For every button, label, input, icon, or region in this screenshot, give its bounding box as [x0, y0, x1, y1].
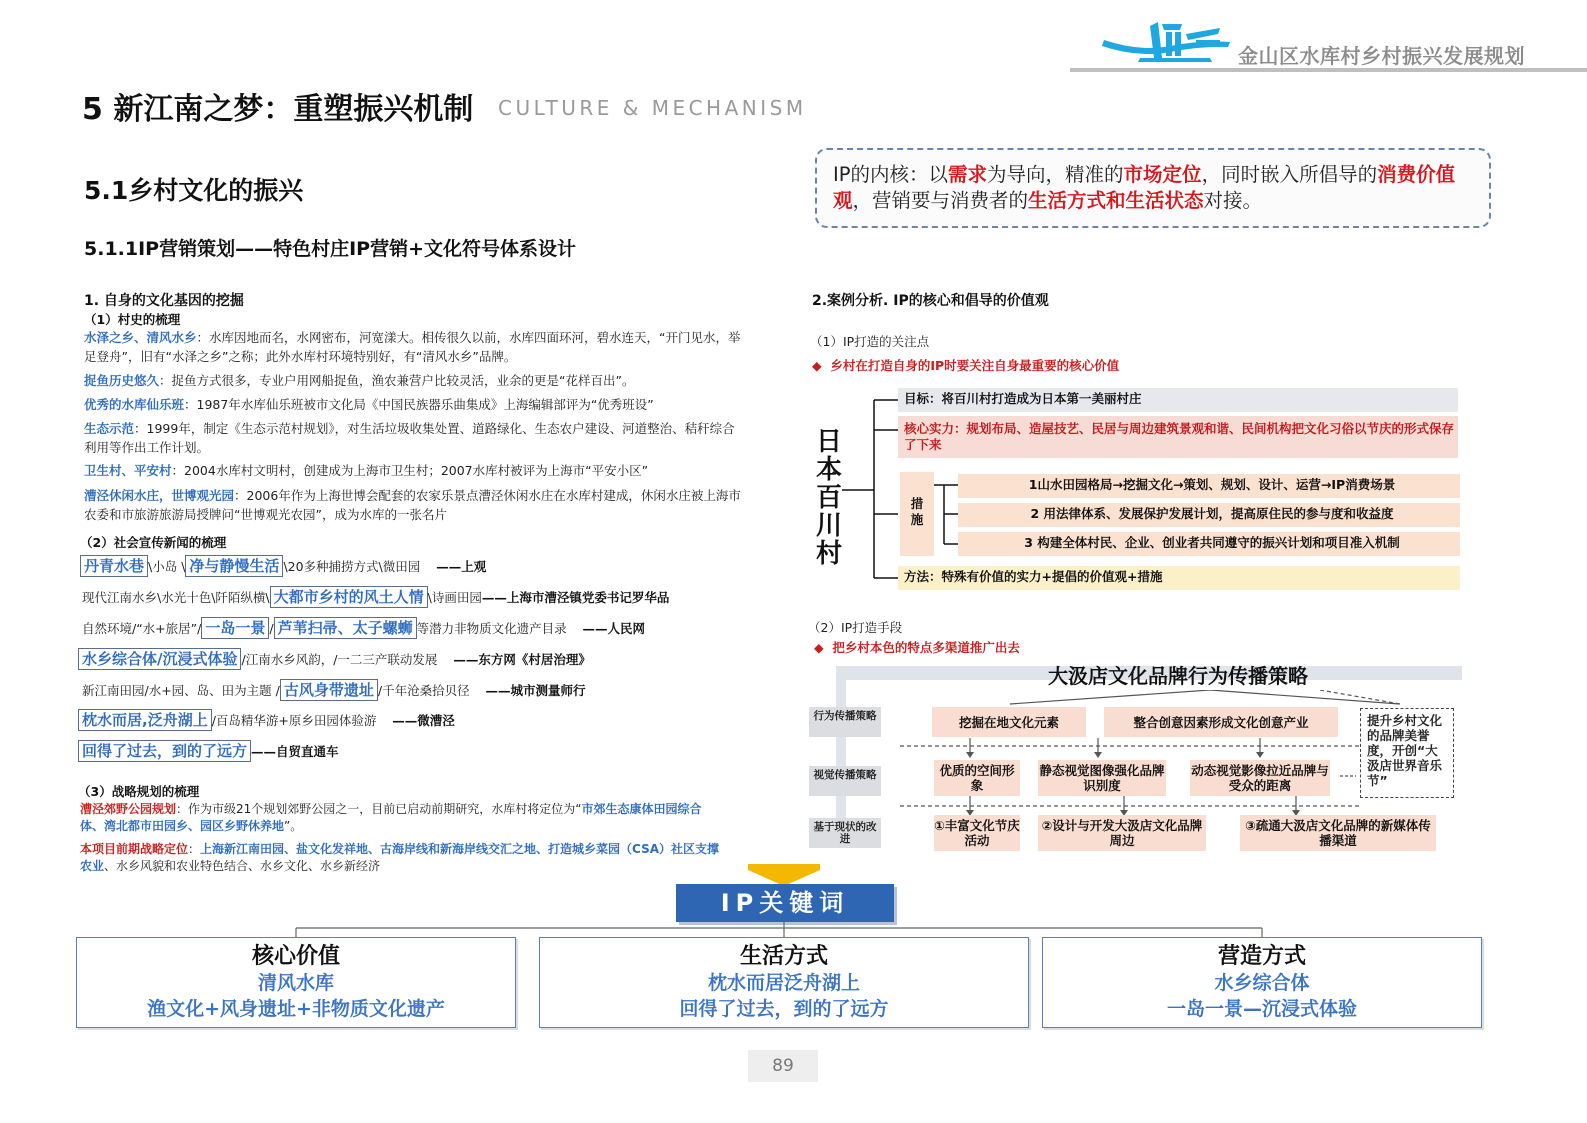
- news-keyword: 大都市乡村的风土人情: [270, 586, 428, 608]
- strategy-title: 大汲店文化品牌行为传播策略: [1048, 664, 1308, 688]
- case-analysis-heading: 2.案例分析. IP的核心和倡导的价值观: [812, 293, 1049, 309]
- keyword-connectors: [290, 922, 1280, 938]
- news-source: ——东方网《村居治理》: [453, 652, 591, 667]
- down-arrow-icon: [748, 862, 820, 886]
- keyword-card-lifestyle: [539, 937, 1029, 1028]
- ip-core-key: 生活方式和生活状态: [1028, 189, 1204, 212]
- history-key: 捉鱼历史悠久: [84, 373, 160, 388]
- strategy-highlight: 市郊生态康体田园综合体、湾北都市田园乡、园区乡野休养地: [80, 802, 702, 833]
- news-source: ——微漕泾: [392, 713, 455, 728]
- page-subtitle: CULTURE & MECHANISM: [498, 96, 807, 120]
- strategy-box: 整合创意因素形成文化创意产业: [1104, 707, 1338, 737]
- history-item: [84, 395, 744, 414]
- history-key: 卫生村、平安村: [84, 463, 172, 478]
- measure-item: 1山水田园格局→挖掘文化→策划、规划、设计、运营→IP消费场景: [958, 474, 1460, 498]
- focus-note: [812, 356, 1119, 374]
- news-row: [78, 709, 455, 733]
- keyword-card-line: 清风水库: [257, 972, 334, 994]
- ip-core-text: 为导向，精准的: [987, 163, 1124, 186]
- strategy-box: 挖掘在地文化元素: [932, 707, 1086, 737]
- news-keyword: 净与静慢生活: [185, 555, 283, 577]
- logo-icon: [1100, 18, 1235, 66]
- strategy-key: 漕泾郊野公园规划: [80, 802, 177, 816]
- keyword-card-line: 回得了过去，到的了远方: [679, 998, 889, 1020]
- news-text: \小岛 \: [148, 559, 186, 574]
- strategy-row-label: 视觉传播策略: [809, 766, 881, 796]
- ip-core-key: 消费价值观: [833, 163, 1456, 212]
- news-text: 自然环境/“水+旅居”/: [82, 621, 202, 636]
- keyword-card-line: 枕水而居泛舟湖上: [707, 972, 860, 994]
- strategy-plan-heading: （3）战略规划的梳理: [78, 784, 200, 799]
- ip-core-callout: [815, 148, 1491, 228]
- keyword-card-title: 核心价值: [251, 944, 340, 969]
- news-text: /江南水乡风韵，/一二三产联动发展: [241, 652, 438, 667]
- history-key: 漕泾休闲水庄，世博观光园: [84, 488, 235, 503]
- keyword-card-line: 渔文化+风身遗址+非物质文化遗产: [147, 998, 445, 1020]
- strategy-box: ②设计与开发大汲店文化品牌周边: [1038, 815, 1206, 851]
- culture-gene-heading: 1. 自身的文化基因的挖掘: [84, 293, 244, 309]
- page-title: 5 新江南之梦：重塑振兴机制: [82, 92, 474, 127]
- keyword-card-construction: [1042, 937, 1482, 1028]
- means-note: [814, 638, 1020, 656]
- strategy-row-label: 行为传播策略: [809, 707, 881, 737]
- news-keyword: 一岛一景: [201, 617, 269, 639]
- history-key: 生态示范: [84, 421, 135, 436]
- subsection-title: 5.1.1IP营销策划——特色村庄IP营销+文化符号体系设计: [84, 238, 577, 260]
- history-item: [84, 371, 744, 390]
- history-heading: （1）村史的梳理: [84, 312, 181, 327]
- news-text: \20多种捕捞方式\微田园: [283, 559, 421, 574]
- ip-core-key: 市场定位: [1123, 163, 1202, 186]
- focus-heading: （1）IP打造的关注点: [810, 334, 930, 349]
- measures-label-char: 措: [910, 496, 924, 511]
- history-text: ：捉鱼方式很多，专业户用网船捉鱼，渔农兼营户比较灵活，业余的更是“花样百出”。: [159, 373, 635, 388]
- news-text: 现代江南水乡\水光十色\阡陌纵横\: [82, 590, 270, 605]
- method-bar: 方法：特殊有价值的实力+提倡的价值观+措施: [898, 566, 1460, 590]
- keyword-card-title: 生活方式: [739, 944, 828, 969]
- doc-title: 金山区水库村乡村振兴发展规划: [1238, 44, 1525, 68]
- measure-item: 3 构建全体村民、企业、创业者共同遵守的振兴计划和项目准入机制: [958, 532, 1460, 556]
- measures-label-char: 施: [910, 512, 924, 527]
- goal-bar: 目标：将百川村打造成为日本第一美丽村庄: [898, 388, 1458, 412]
- news-row: [82, 586, 669, 610]
- strategy-highlight: 上海新江南田园、盐文化发祥地、古海岸线和新海岸线交汇之地、打造城乡菜园（CSA）社区支撑农业: [80, 842, 719, 873]
- history-item: [84, 461, 744, 480]
- news-source: ——自贸直通车: [251, 744, 339, 759]
- news-text: /百岛精华游+原乡田园体验游: [211, 713, 377, 728]
- news-text: 等潜力非物质文化遗产目录: [416, 621, 567, 636]
- news-keyword: 枕水而居,泛舟湖上: [78, 709, 212, 731]
- history-text: ：2004水库村文明村，创建成为上海市卫生村；2007水库村被评为上海市“平安小区”: [171, 463, 649, 478]
- news-text: /: [269, 621, 274, 636]
- core-strength-bar: 核心实力：规划布局、造屋技艺、民居与周边建筑景观和谐、民间机构把文化习俗以节庆的形式保存了下来: [898, 416, 1458, 458]
- strategy-box: 动态视觉影像拉近品牌与受众的距离: [1190, 760, 1330, 796]
- village-char: 村: [815, 539, 842, 569]
- news-keyword: 水乡综合体/沉浸式体验: [78, 648, 241, 670]
- strategy-text: 、水乡风貌和农业特色结合、水乡文化、水乡新经济: [104, 859, 381, 873]
- strategy-text: ：: [188, 842, 201, 856]
- strategy-box: 优质的空间形象: [934, 760, 1020, 796]
- news-row: [78, 740, 339, 764]
- measures-label: [900, 472, 934, 556]
- ip-core-text: 对接。: [1203, 189, 1263, 212]
- ip-core-text: IP的内核：以: [833, 163, 949, 186]
- strategy-plan-item: [80, 801, 720, 835]
- ip-keywords-banner: IP关键词: [676, 884, 894, 922]
- history-key: 水泽之乡、清风水乡: [84, 330, 197, 345]
- focus-note-text: 乡村在打造自身的IP时要关注自身最重要的核心价值: [830, 358, 1120, 373]
- measure-item: 2 用法律体系、发展保护发展计划，提高原住民的参与度和收益度: [958, 503, 1460, 527]
- news-keyword: 古风身带遗址: [280, 679, 378, 701]
- news-text: \诗画田园: [427, 590, 482, 605]
- news-source: ——上观: [436, 559, 487, 574]
- news-text: 新江南田园/水+园、岛、田为主题 /: [82, 683, 280, 698]
- history-text: ：2006年作为上海世博会配套的农家乐景点漕泾休闲水庄在水库村建成，休闲水庄被上海市农委和市旅游旅游局授牌问“世博观光农园”，成为水库的一张名片: [84, 488, 741, 522]
- history-key: 优秀的水库仙乐班: [84, 397, 185, 412]
- strategy-outcome-box: 提升乡村文化的品牌美誉度，开创“大汲店世界音乐节”: [1360, 708, 1454, 798]
- news-row: [78, 648, 591, 672]
- ip-core-key: 需求: [948, 163, 988, 186]
- news-text: /千年沧桑拾贝径: [377, 683, 470, 698]
- history-text: ：水库因地而名，水网密布，河宽漾大。相传很久以前，水库四面环河，碧水连天，“开门见水，举足登舟”，旧有“水泽之乡”之称；此外水库村环境特别好，有“清风水乡”品牌。: [84, 330, 741, 364]
- news-row: [82, 679, 586, 703]
- ip-core-text: ，营销要与消费者的: [852, 189, 1029, 212]
- news-heading: （2）社会宣传新闻的梳理: [80, 535, 227, 550]
- history-item: [84, 486, 744, 524]
- village-char: 本: [815, 455, 842, 485]
- strategy-box: ①丰富文化节庆活动: [934, 815, 1020, 851]
- diamond-bullet-icon: ◆: [812, 358, 822, 373]
- strategy-box: 静态视觉图像强化品牌识别度: [1038, 760, 1166, 796]
- means-heading: （2）IP打造手段: [808, 620, 903, 635]
- strategy-key: 本项目前期战略定位: [80, 842, 189, 856]
- strategy-text: ”。: [284, 819, 303, 833]
- diamond-bullet-icon: ◆: [814, 640, 824, 655]
- news-keyword: 芦苇扫帚、太子螺蛳: [274, 617, 417, 639]
- keyword-card-line: 一岛一景—沉浸式体验: [1166, 998, 1357, 1020]
- news-row: [82, 617, 645, 641]
- ip-core-text: ，同时嵌入所倡导的: [1201, 163, 1378, 186]
- header-rule: [1070, 68, 1587, 72]
- history-text: ：1999年，制定《生态示范村规划》，对生活垃圾收集处置、道路绿化、生态农户建设、河道整治、秸秆综合利用等作出工作计划。: [84, 421, 735, 455]
- strategy-row-label: 基于现状的改进: [809, 818, 881, 848]
- news-source: ——上海市漕泾镇党委书记罗华品: [481, 590, 670, 605]
- history-item: [84, 328, 744, 366]
- news-keyword: 丹青水巷: [80, 555, 148, 577]
- strategy-plan-item: [80, 841, 730, 875]
- news-source: ——人民网: [582, 621, 646, 636]
- village-char: 川: [815, 511, 842, 541]
- news-keyword: 回得了过去，到的了远方: [78, 740, 251, 762]
- means-note-text: 把乡村本色的特点多渠道推广出去: [832, 640, 1020, 655]
- news-source: ——城市测量师行: [485, 683, 586, 698]
- village-char: 日: [815, 427, 842, 457]
- keyword-card-title: 营造方式: [1217, 944, 1306, 969]
- keyword-card-core-value: [76, 937, 516, 1028]
- strategy-box: ③疏通大汲店文化品牌的新媒体传播渠道: [1240, 815, 1436, 851]
- strategy-text: ：作为市级21个规划郊野公园之一，目前已启动前期研究，水库村将定位为“: [176, 802, 582, 816]
- page-number: 89: [748, 1050, 818, 1082]
- history-item: [84, 419, 744, 457]
- news-row: [80, 555, 486, 579]
- keyword-card-line: 水乡综合体: [1214, 972, 1310, 994]
- village-char: 百: [815, 483, 842, 513]
- section-title: 5.1乡村文化的振兴: [84, 176, 304, 205]
- history-text: ：1987年水库仙乐班被市文化局《中国民族器乐曲集成》上海编辑部评为“优秀班设”: [184, 397, 654, 412]
